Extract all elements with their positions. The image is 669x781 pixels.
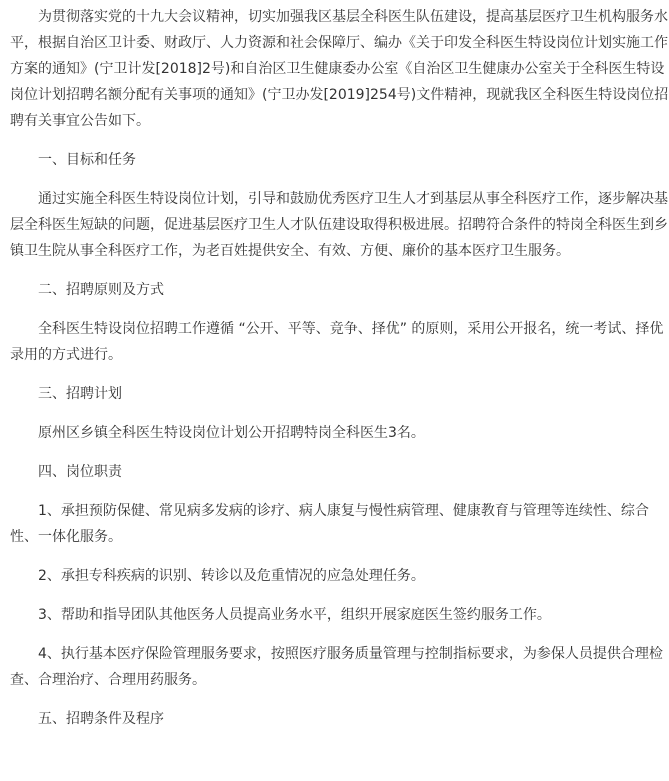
duty-item-2: 2、承担专科疾病的识别、转诊以及危重情况的应急处理任务。 bbox=[38, 568, 425, 584]
principles-paragraph: 全科医生特设岗位招聘工作遵循 “公开、平等、竞争、择优” 的原则，采用公开报名，统一考试、择优录用的方式进行。 bbox=[10, 321, 664, 363]
announcement-document bbox=[0, 4, 669, 781]
section-heading-plan: 三、招聘计划 bbox=[38, 386, 122, 402]
section-heading-goals: 一、目标和任务 bbox=[38, 152, 136, 168]
intro-paragraph: 为贯彻落实党的十九大会议精神，切实加强我区基层全科医生队伍建设，提高基层医疗卫生机构服务水平，根据自治区卫计委、财政厅、人力资源和社会保障厅、编办《关于印发全科医生特设岗位计划实施工作方案的通知》(宁卫计发[2018]2号)和自治区卫生健康委办公室《自治区卫生健康办公室关于全科医生特设岗位计划招聘名额分配有关事项的通知》(宁卫办发[2019]254号)文件精神，现就我区全科医生特设岗位招聘有关事宜公告如下。 bbox=[10, 9, 669, 129]
plan-paragraph: 原州区乡镇全科医生特设岗位计划公开招聘特岗全科医生3名。 bbox=[38, 425, 425, 441]
goals-paragraph: 通过实施全科医生特设岗位计划，引导和鼓励优秀医疗卫生人才到基层从事全科医疗工作，逐步解决基层全科医生短缺的问题，促进基层医疗卫生人才队伍建设取得积极进展。招聘符合条件的特岗全科医生到乡镇卫生院从事全科医疗工作，为老百姓提供安全、有效、方便、廉价的基本医疗卫生服务。 bbox=[10, 191, 668, 259]
duty-item-1: 1、承担预防保健、常见病多发病的诊疗、病人康复与慢性病管理、健康教育与管理等连续性、综合性、一体化服务。 bbox=[10, 503, 649, 545]
section-heading-principles: 二、招聘原则及方式 bbox=[38, 282, 164, 298]
duty-item-3: 3、帮助和指导团队其他医务人员提高业务水平，组织开展家庭医生签约服务工作。 bbox=[38, 607, 551, 623]
section-heading-conditions: 五、招聘条件及程序 bbox=[38, 711, 164, 727]
section-heading-duties: 四、岗位职责 bbox=[38, 464, 122, 480]
duty-item-4: 4、执行基本医疗保险管理服务要求，按照医疗服务质量管理与控制指标要求，为参保人员提供合理检查、合理治疗、合理用药服务。 bbox=[10, 646, 663, 688]
